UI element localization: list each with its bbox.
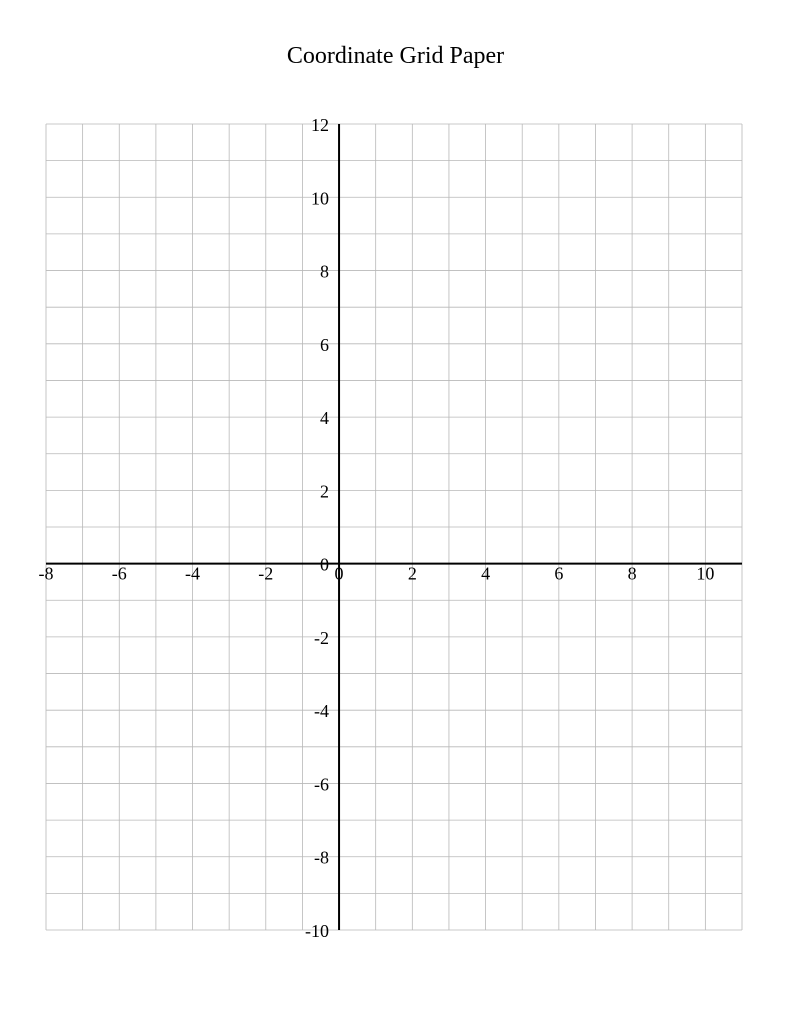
y-tick-label: 6 (320, 334, 330, 355)
grid-lines (46, 124, 742, 930)
y-tick-label: -8 (314, 847, 330, 868)
x-tick-label: 8 (627, 563, 637, 584)
x-tick-label: -4 (185, 563, 201, 584)
y-tick-label: 0 (320, 554, 330, 575)
x-tick-label: 2 (407, 563, 417, 584)
x-tick-label: -6 (111, 563, 127, 584)
y-tick-label: 2 (320, 481, 330, 502)
y-tick-label: 12 (311, 115, 330, 135)
y-tick-label: 4 (320, 408, 330, 429)
tick-labels (39, 115, 715, 941)
x-tick-label: 10 (696, 563, 715, 584)
x-tick-label: -2 (258, 563, 274, 584)
y-tick-label: -2 (314, 627, 330, 648)
x-tick-label: -8 (38, 563, 54, 584)
y-tick-label: -6 (314, 774, 330, 795)
y-tick-label: 10 (311, 188, 330, 209)
x-tick-label: 4 (481, 563, 491, 584)
x-tick-label: 6 (554, 563, 564, 584)
y-tick-label: 8 (320, 261, 330, 282)
x-tick-label: 0 (334, 563, 344, 584)
y-tick-label: -4 (314, 701, 330, 722)
y-tick-label: -10 (305, 921, 330, 941)
page-title: Coordinate Grid Paper (286, 43, 505, 69)
